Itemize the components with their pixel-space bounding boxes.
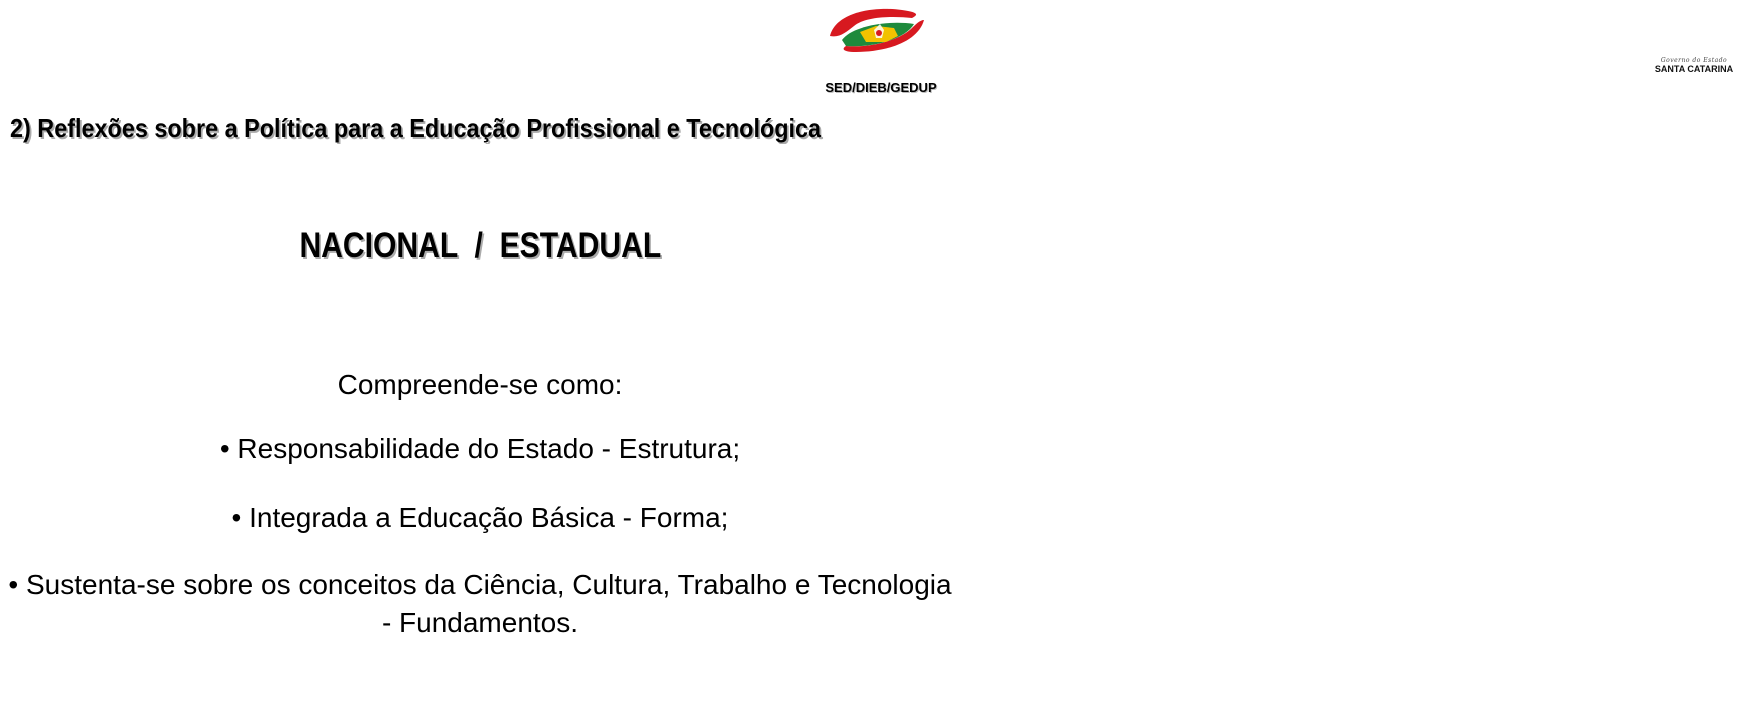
- bullet-item-foundations-text: • Sustenta-se sobre os conceitos da Ciência, Cultura, Trabalho e Tecnologia - Fundamentos.: [8, 569, 952, 638]
- intro-text: Compreende-se como:: [337, 369, 623, 400]
- bullet-item-structure: • Responsabilidade do Estado - Estrutura;: [219, 433, 741, 464]
- slide-heading: 2) Reflexões sobre a Política para a Educação Profissional e Tecnológica: [10, 113, 822, 143]
- logo-subtitle: Governo do Estado: [1660, 57, 1728, 64]
- bullet-item-form: • Integrada a Educação Básica - Forma;: [231, 502, 729, 533]
- bullet-item-foundations: [0, 566, 960, 642]
- subheading-text: NACIONAL / ESTADUAL: [299, 226, 661, 265]
- flag-emblem-icon: [816, 2, 940, 86]
- santa-catarina-logo: [816, 2, 1734, 86]
- slide-subheading: [0, 224, 960, 268]
- department-code: SED/DIEB/GEDUP: [825, 80, 937, 95]
- logo-name: SANTA CATARINA: [1654, 64, 1734, 74]
